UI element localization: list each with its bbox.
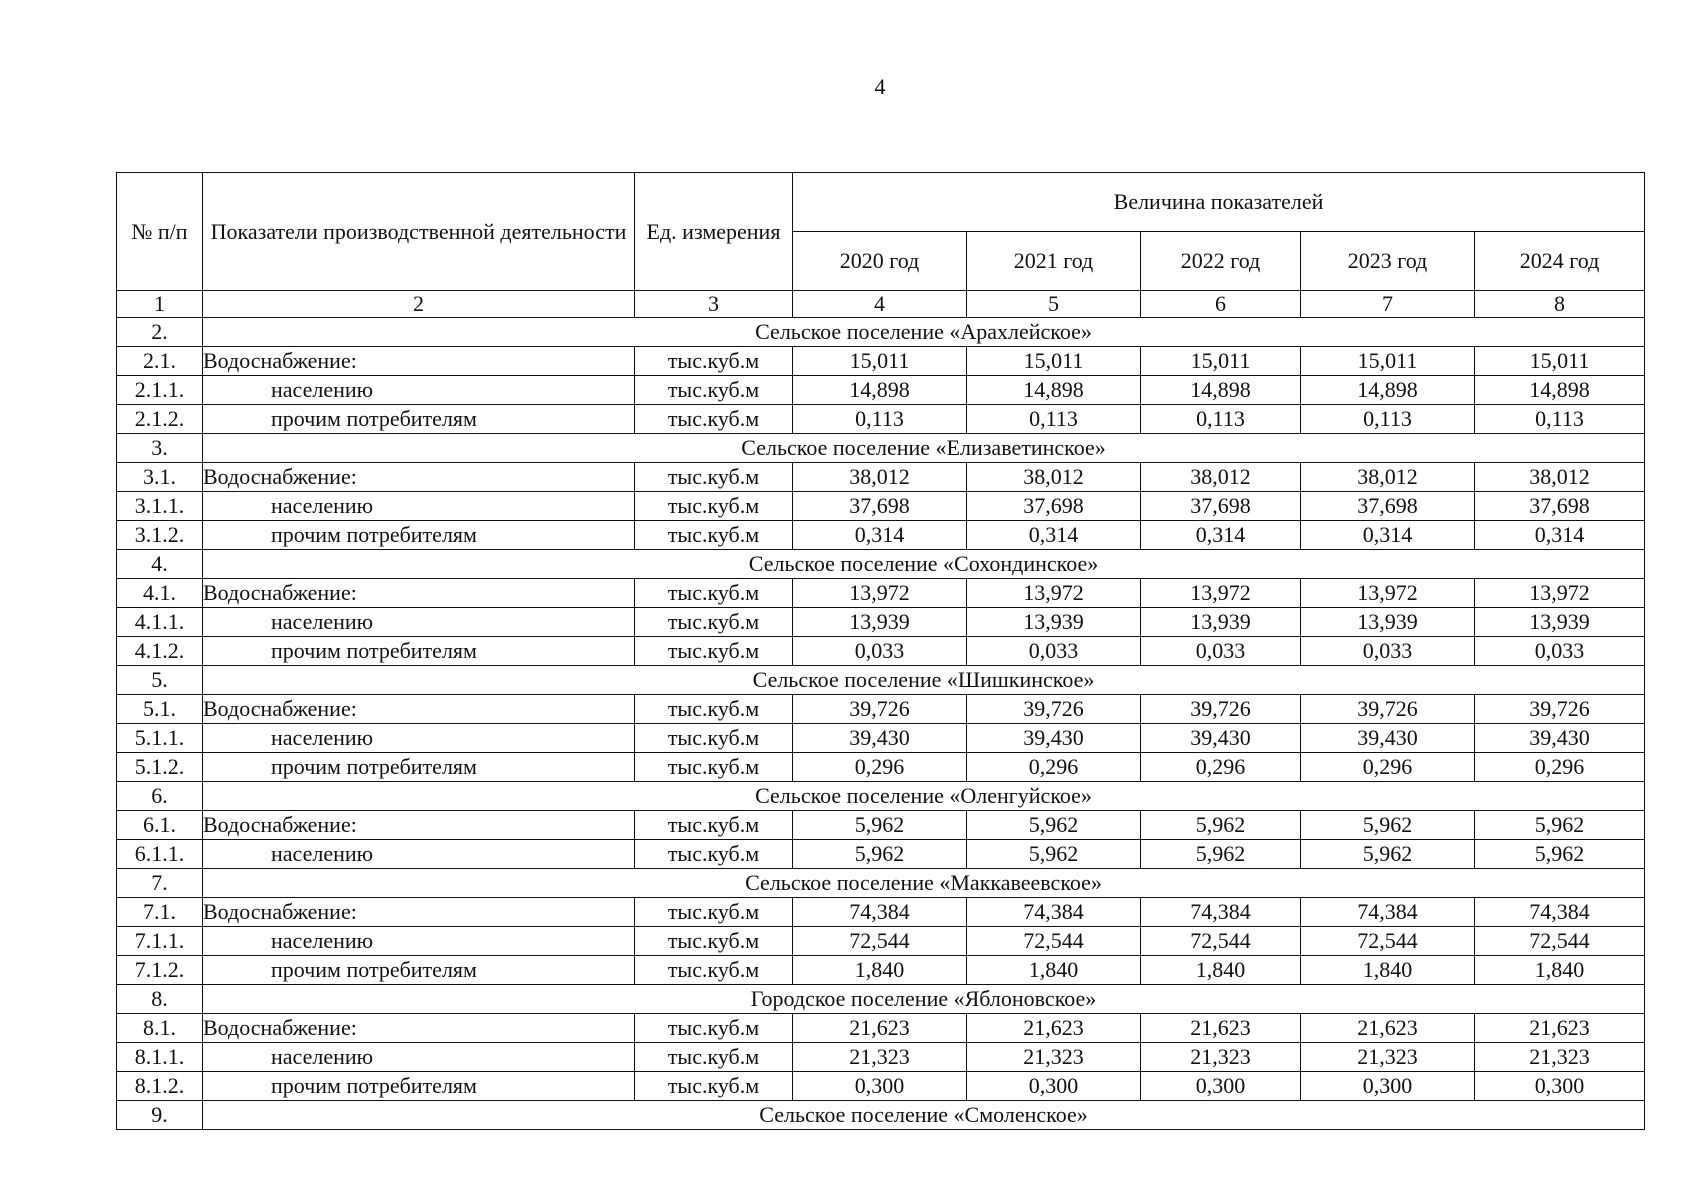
indicator-name: прочим потребителям: [203, 521, 635, 550]
unit-cell: тыс.куб.м: [635, 956, 793, 985]
value-cell: 0,113: [1475, 405, 1645, 434]
section-row: [117, 782, 1645, 811]
value-cell: 0,113: [1141, 405, 1301, 434]
value-cell: 0,296: [793, 753, 967, 782]
value-cell: 0,033: [1475, 637, 1645, 666]
row-number: 2.1.1.: [117, 376, 203, 405]
unit-cell: тыс.куб.м: [635, 579, 793, 608]
column-number-row: [117, 291, 1645, 318]
value-cell: 39,726: [1301, 695, 1475, 724]
table-row: [117, 956, 1645, 985]
column-number: 7: [1301, 291, 1475, 318]
value-cell: 1,840: [1301, 956, 1475, 985]
header-year: 2024 год: [1475, 232, 1645, 291]
value-cell: 1,840: [1141, 956, 1301, 985]
value-cell: 37,698: [793, 492, 967, 521]
indicator-name: Водоснабжение:: [203, 347, 635, 376]
row-number: 3.1.1.: [117, 492, 203, 521]
value-cell: 5,962: [967, 811, 1141, 840]
row-number: 7.1.1.: [117, 927, 203, 956]
section-title: Сельское поселение «Шишкинское»: [203, 666, 1645, 695]
value-cell: 15,011: [793, 347, 967, 376]
value-cell: 74,384: [967, 898, 1141, 927]
value-cell: 14,898: [1141, 376, 1301, 405]
value-cell: 39,726: [793, 695, 967, 724]
value-cell: 72,544: [967, 927, 1141, 956]
value-cell: 37,698: [1301, 492, 1475, 521]
column-number: 8: [1475, 291, 1645, 318]
section-row: [117, 318, 1645, 347]
section-row: [117, 666, 1645, 695]
row-number: 3.1.2.: [117, 521, 203, 550]
table-row: [117, 1043, 1645, 1072]
indicator-name: населению: [203, 376, 635, 405]
unit-cell: тыс.куб.м: [635, 695, 793, 724]
value-cell: 5,962: [1141, 840, 1301, 869]
value-cell: 39,726: [1475, 695, 1645, 724]
value-cell: 14,898: [1301, 376, 1475, 405]
value-cell: 1,840: [793, 956, 967, 985]
value-cell: 39,430: [1475, 724, 1645, 753]
value-cell: 13,972: [1475, 579, 1645, 608]
unit-cell: тыс.куб.м: [635, 463, 793, 492]
unit-cell: тыс.куб.м: [635, 724, 793, 753]
value-cell: 0,113: [967, 405, 1141, 434]
value-cell: 0,300: [1301, 1072, 1475, 1101]
value-cell: 38,012: [1475, 463, 1645, 492]
value-cell: 5,962: [793, 811, 967, 840]
value-cell: 37,698: [967, 492, 1141, 521]
value-cell: 38,012: [793, 463, 967, 492]
value-cell: 5,962: [1301, 840, 1475, 869]
column-number: 5: [967, 291, 1141, 318]
unit-cell: тыс.куб.м: [635, 1014, 793, 1043]
value-cell: 5,962: [1301, 811, 1475, 840]
value-cell: 21,623: [1475, 1014, 1645, 1043]
section-title: Сельское поселение «Оленгуйское»: [203, 782, 1645, 811]
table-row: [117, 376, 1645, 405]
value-cell: 72,544: [1475, 927, 1645, 956]
value-cell: 74,384: [1301, 898, 1475, 927]
section-row: [117, 434, 1645, 463]
value-cell: 0,296: [967, 753, 1141, 782]
table-row: [117, 608, 1645, 637]
table-row: [117, 463, 1645, 492]
value-cell: 0,113: [793, 405, 967, 434]
section-number: 5.: [117, 666, 203, 695]
unit-cell: тыс.куб.м: [635, 405, 793, 434]
unit-cell: тыс.куб.м: [635, 347, 793, 376]
value-cell: 5,962: [793, 840, 967, 869]
unit-cell: тыс.куб.м: [635, 811, 793, 840]
row-number: 4.1.2.: [117, 637, 203, 666]
indicator-name: Водоснабжение:: [203, 898, 635, 927]
value-cell: 21,623: [1301, 1014, 1475, 1043]
indicator-name: прочим потребителям: [203, 753, 635, 782]
value-cell: 21,323: [793, 1043, 967, 1072]
section-title: Сельское поселение «Сохондинское»: [203, 550, 1645, 579]
row-number: 3.1.: [117, 463, 203, 492]
table-row: [117, 405, 1645, 434]
value-cell: 0,314: [1301, 521, 1475, 550]
value-cell: 5,962: [1475, 811, 1645, 840]
value-cell: 21,623: [967, 1014, 1141, 1043]
row-number: 8.1.: [117, 1014, 203, 1043]
table-row: [117, 811, 1645, 840]
unit-cell: тыс.куб.м: [635, 376, 793, 405]
header-year: 2023 год: [1301, 232, 1475, 291]
value-cell: 0,300: [793, 1072, 967, 1101]
table-header: [117, 173, 1645, 291]
row-number: 7.1.: [117, 898, 203, 927]
indicator-name: населению: [203, 608, 635, 637]
row-number: 6.1.: [117, 811, 203, 840]
row-number: 7.1.2.: [117, 956, 203, 985]
value-cell: 13,939: [1141, 608, 1301, 637]
value-cell: 15,011: [1475, 347, 1645, 376]
value-cell: 15,011: [967, 347, 1141, 376]
value-cell: 13,939: [1475, 608, 1645, 637]
value-cell: 37,698: [1475, 492, 1645, 521]
indicators-table: [116, 172, 1645, 1130]
indicator-name: Водоснабжение:: [203, 1014, 635, 1043]
value-cell: 21,323: [1475, 1043, 1645, 1072]
section-number: 8.: [117, 985, 203, 1014]
table-row: [117, 753, 1645, 782]
value-cell: 0,296: [1475, 753, 1645, 782]
value-cell: 0,300: [967, 1072, 1141, 1101]
value-cell: 13,972: [967, 579, 1141, 608]
header-year: 2020 год: [793, 232, 967, 291]
value-cell: 21,323: [967, 1043, 1141, 1072]
column-number: 2: [203, 291, 635, 318]
value-cell: 13,939: [1301, 608, 1475, 637]
row-number: 5.1.: [117, 695, 203, 724]
value-cell: 74,384: [1475, 898, 1645, 927]
value-cell: 0,314: [967, 521, 1141, 550]
value-cell: 13,972: [1141, 579, 1301, 608]
value-cell: 0,296: [1301, 753, 1475, 782]
value-cell: 13,972: [1301, 579, 1475, 608]
value-cell: 15,011: [1301, 347, 1475, 376]
indicator-name: прочим потребителям: [203, 637, 635, 666]
value-cell: 38,012: [967, 463, 1141, 492]
value-cell: 72,544: [1301, 927, 1475, 956]
table-body: [117, 291, 1645, 1130]
row-number: 4.1.: [117, 579, 203, 608]
table-row: [117, 695, 1645, 724]
table-row: [117, 521, 1645, 550]
indicator-name: прочим потребителям: [203, 1072, 635, 1101]
section-row: [117, 985, 1645, 1014]
value-cell: 21,623: [1141, 1014, 1301, 1043]
value-cell: 14,898: [967, 376, 1141, 405]
value-cell: 39,430: [1141, 724, 1301, 753]
section-title: Сельское поселение «Маккавеевское»: [203, 869, 1645, 898]
column-number: 4: [793, 291, 967, 318]
indicator-name: Водоснабжение:: [203, 695, 635, 724]
indicator-name: Водоснабжение:: [203, 811, 635, 840]
value-cell: 39,430: [967, 724, 1141, 753]
column-number: 1: [117, 291, 203, 318]
unit-cell: тыс.куб.м: [635, 840, 793, 869]
value-cell: 39,726: [967, 695, 1141, 724]
section-number: 3.: [117, 434, 203, 463]
table-row: [117, 347, 1645, 376]
unit-cell: тыс.куб.м: [635, 608, 793, 637]
value-cell: 0,314: [1141, 521, 1301, 550]
header-indicator: Показатели производственной деятельности: [203, 173, 635, 291]
value-cell: 21,323: [1141, 1043, 1301, 1072]
value-cell: 0,300: [1475, 1072, 1645, 1101]
value-cell: 39,726: [1141, 695, 1301, 724]
row-number: 8.1.1.: [117, 1043, 203, 1072]
unit-cell: тыс.куб.м: [635, 927, 793, 956]
value-cell: 0,314: [793, 521, 967, 550]
header-unit: Ед. измерения: [635, 173, 793, 291]
value-cell: 72,544: [1141, 927, 1301, 956]
indicator-name: населению: [203, 1043, 635, 1072]
unit-cell: тыс.куб.м: [635, 637, 793, 666]
value-cell: 38,012: [1141, 463, 1301, 492]
table-row: [117, 724, 1645, 753]
indicator-name: населению: [203, 492, 635, 521]
value-cell: 1,840: [967, 956, 1141, 985]
indicator-name: населению: [203, 927, 635, 956]
value-cell: 39,430: [793, 724, 967, 753]
section-number: 7.: [117, 869, 203, 898]
value-cell: 72,544: [793, 927, 967, 956]
table-row: [117, 840, 1645, 869]
indicator-name: населению: [203, 724, 635, 753]
value-cell: 38,012: [1301, 463, 1475, 492]
section-title: Сельское поселение «Смоленское»: [203, 1101, 1645, 1130]
section-number: 4.: [117, 550, 203, 579]
value-cell: 5,962: [1141, 811, 1301, 840]
table-row: [117, 1072, 1645, 1101]
value-cell: 21,623: [793, 1014, 967, 1043]
value-cell: 0,033: [1301, 637, 1475, 666]
indicator-name: населению: [203, 840, 635, 869]
header-year: 2022 год: [1141, 232, 1301, 291]
value-cell: 14,898: [1475, 376, 1645, 405]
value-cell: 13,939: [793, 608, 967, 637]
value-cell: 13,939: [967, 608, 1141, 637]
unit-cell: тыс.куб.м: [635, 521, 793, 550]
unit-cell: тыс.куб.м: [635, 492, 793, 521]
value-cell: 13,972: [793, 579, 967, 608]
header-num: № п/п: [117, 173, 203, 291]
table-row: [117, 927, 1645, 956]
section-row: [117, 1101, 1645, 1130]
value-cell: 74,384: [793, 898, 967, 927]
column-number: 3: [635, 291, 793, 318]
value-cell: 0,033: [793, 637, 967, 666]
section-number: 2.: [117, 318, 203, 347]
section-row: [117, 869, 1645, 898]
indicator-name: прочим потребителям: [203, 956, 635, 985]
value-cell: 5,962: [967, 840, 1141, 869]
indicator-name: Водоснабжение:: [203, 579, 635, 608]
column-number: 6: [1141, 291, 1301, 318]
value-cell: 0,033: [967, 637, 1141, 666]
unit-cell: тыс.куб.м: [635, 1043, 793, 1072]
row-number: 2.1.: [117, 347, 203, 376]
unit-cell: тыс.куб.м: [635, 753, 793, 782]
page-number: 4: [874, 74, 886, 99]
value-cell: 0,314: [1475, 521, 1645, 550]
header-year: 2021 год: [967, 232, 1141, 291]
indicator-name: Водоснабжение:: [203, 463, 635, 492]
value-cell: 0,296: [1141, 753, 1301, 782]
value-cell: 14,898: [793, 376, 967, 405]
section-title: Сельское поселение «Елизаветинское»: [203, 434, 1645, 463]
table-row: [117, 579, 1645, 608]
table-row: [117, 492, 1645, 521]
section-title: Городское поселение «Яблоновское»: [203, 985, 1645, 1014]
row-number: 6.1.1.: [117, 840, 203, 869]
unit-cell: тыс.куб.м: [635, 1072, 793, 1101]
row-number: 2.1.2.: [117, 405, 203, 434]
section-row: [117, 550, 1645, 579]
value-cell: 1,840: [1475, 956, 1645, 985]
row-number: 8.1.2.: [117, 1072, 203, 1101]
value-cell: 0,300: [1141, 1072, 1301, 1101]
section-number: 9.: [117, 1101, 203, 1130]
indicator-name: прочим потребителям: [203, 405, 635, 434]
table-row: [117, 898, 1645, 927]
value-cell: 37,698: [1141, 492, 1301, 521]
value-cell: 74,384: [1141, 898, 1301, 927]
section-title: Сельское поселение «Арахлейское»: [203, 318, 1645, 347]
table-row: [117, 1014, 1645, 1043]
table-row: [117, 637, 1645, 666]
value-cell: 0,033: [1141, 637, 1301, 666]
row-number: 5.1.2.: [117, 753, 203, 782]
row-number: 4.1.1.: [117, 608, 203, 637]
value-cell: 0,113: [1301, 405, 1475, 434]
unit-cell: тыс.куб.м: [635, 898, 793, 927]
value-cell: 21,323: [1301, 1043, 1475, 1072]
value-cell: 39,430: [1301, 724, 1475, 753]
header-values-group: Величина показателей: [793, 173, 1645, 232]
value-cell: 15,011: [1141, 347, 1301, 376]
row-number: 5.1.1.: [117, 724, 203, 753]
section-number: 6.: [117, 782, 203, 811]
value-cell: 5,962: [1475, 840, 1645, 869]
